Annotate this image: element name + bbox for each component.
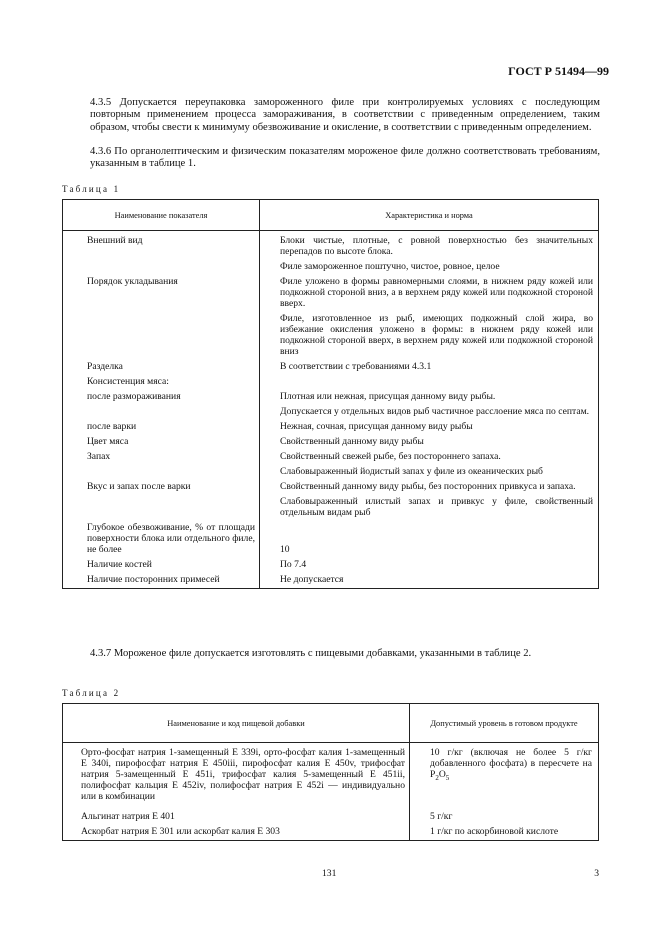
- additive-name: Альгинат натрия Е 401: [63, 805, 410, 825]
- indicator-value: Свойственный свежей рыбе, без постороннего запаха.: [260, 450, 599, 465]
- table-row: [63, 260, 599, 275]
- table-row: [63, 558, 599, 573]
- table-header-row: [63, 704, 599, 743]
- indicator-name: [63, 465, 260, 480]
- indicator-value: Допускается у отдельных видов рыб частичное расслоение мяса по септам.: [260, 405, 599, 420]
- indicator-value: Слабовыраженный илистый запах и привкус у филе, свойственный отдельным видам рыб: [260, 495, 599, 521]
- table-row: [63, 275, 599, 312]
- additive-limit: 1 г/кг по аскорбиновой кислоте: [410, 825, 599, 841]
- indicator-name: Вкус и запах после варки: [63, 480, 260, 495]
- indicator-value: В соответствии с требованиями 4.3.1: [260, 360, 599, 375]
- table-header-row: [63, 200, 599, 231]
- table-1: [62, 199, 599, 589]
- table-row: [63, 360, 599, 375]
- indicator-name: [63, 260, 260, 275]
- indicator-name: Запах: [63, 450, 260, 465]
- indicator-value: Свойственный данному виду рыбы: [260, 435, 599, 450]
- indicator-value: Филе замороженное поштучно, чистое, ровное, целое: [260, 260, 599, 275]
- table-2: [62, 703, 599, 841]
- indicator-value: Плотная или нежная, присущая данному виду рыбы.: [260, 390, 599, 405]
- indicator-value: Блоки чистые, плотные, с ровной поверхностью без значительных перепадов по высоте блока.: [260, 231, 599, 261]
- table2-caption: Таблица 2: [62, 688, 121, 698]
- paragraph-4-3-7: [62, 648, 600, 660]
- table-row: [63, 405, 599, 420]
- indicator-name: [63, 312, 260, 360]
- indicator-name: Наличие посторонних примесей: [63, 573, 260, 589]
- indicator-value: Слабовыраженный йодистый запах у филе из океанических рыб: [260, 465, 599, 480]
- paragraph-4-3-6: [62, 146, 600, 171]
- indicator-value: 10: [260, 521, 599, 558]
- table-row: [63, 231, 599, 261]
- table-row: [63, 435, 599, 450]
- indicator-name: [63, 405, 260, 420]
- indicator-value: Свойственный данному виду рыбы, без посторонних привкуса и запаха.: [260, 480, 599, 495]
- table-row: [63, 390, 599, 405]
- additive-name: Орто-фосфат натрия 1-замещенный Е 339i, орто-фосфат калия 1-замещенный Е 340i, пирофосфат натрия Е 450iii, пирофосфат калия Е 450v, трифосфат натрия 5-замещенный Е 451i, трифосфат калия 5-замещенный Е 451ii, полифосфат кальция Е 452iv, полифосфат натрия Е 452i — индивидуально или в комбинации: [63, 743, 410, 806]
- table-row: [63, 495, 599, 521]
- additive-limit: 5 г/кг: [410, 805, 599, 825]
- table-row: [63, 480, 599, 495]
- indicator-name: Глубокое обезвоживание, % от площади поверхности блока или отдельного филе, не более: [63, 521, 260, 558]
- indicator-value: [260, 375, 599, 390]
- indicator-value: По 7.4: [260, 558, 599, 573]
- additive-limit: 10 г/кг (включая не более 5 г/кг добавленного фосфата) в пересчете на $P_2O_5$: [410, 743, 599, 806]
- indicator-name: Цвет мяса: [63, 435, 260, 450]
- indicator-name: Разделка: [63, 360, 260, 375]
- table1-caption: Таблица 1: [62, 184, 121, 194]
- column-header: Допустимый уровень в готовом продукте: [410, 704, 599, 743]
- indicator-name: Порядок укладывания: [63, 275, 260, 312]
- table-row: [63, 312, 599, 360]
- table-row: [63, 420, 599, 435]
- sheet-number: 3: [594, 868, 599, 879]
- indicator-value: Не допускается: [260, 573, 599, 589]
- indicator-value: Нежная, сочная, присущая данному виду рыбы: [260, 420, 599, 435]
- indicator-name: Наличие костей: [63, 558, 260, 573]
- paragraph-text: 4.3.5 Допускается переупаковка замороженного филе при контролируемых условиях с последующим повторным применением процесса замораживания, в соответствии с приведенным определением, таким образом, чтобы свести к минимуму обезвоживание и окисление, в соответствии с приведенным определением.: [90, 97, 600, 133]
- table-row: [63, 805, 599, 825]
- additive-name: Аскорбат натрия Е 301 или аскорбат калия Е 303: [63, 825, 410, 841]
- table-row: [63, 573, 599, 589]
- table-row: [63, 521, 599, 558]
- page-number: 131: [322, 868, 337, 879]
- indicator-name: [63, 495, 260, 521]
- column-header: Наименование показателя: [63, 200, 260, 231]
- paragraph-text: 4.3.6 По органолептическим и физическим показателям мороженое филе должно соответствовать требованиям, указанным в таблице 1.: [90, 146, 600, 170]
- indicator-name: Внешний вид: [63, 231, 260, 261]
- indicator-value: Филе уложено в формы равномерными слоями, в нижнем ряду кожей или подкожной стороной вниз, а в верхнем ряду кожей или подкожной стороной вверх.: [260, 275, 599, 312]
- column-header: Наименование и код пищевой добавки: [63, 704, 410, 743]
- column-header: Характеристика и норма: [260, 200, 599, 231]
- indicator-value: Филе, изготовленное из рыб, имеющих подкожный слой жира, во избежание окисления уложено в формы: в нижнем ряду кожей или подкожной стороной вверх, в верхнем ряду кожей или подкожной стороной вниз: [260, 312, 599, 360]
- table-row: [63, 743, 599, 806]
- indicator-name: после варки: [63, 420, 260, 435]
- table-row: [63, 450, 599, 465]
- table-row: [63, 465, 599, 480]
- paragraph-4-3-5: [62, 97, 600, 134]
- indicator-name: Консистенция мяса:: [63, 375, 260, 390]
- table-row: [63, 825, 599, 841]
- indicator-name: после размораживания: [63, 390, 260, 405]
- paragraph-text: 4.3.7 Мороженое филе допускается изготовлять с пищевыми добавками, указанными в таблице 2.: [90, 648, 532, 659]
- table-row: [63, 375, 599, 390]
- document-header: ГОСТ Р 51494—99: [508, 64, 609, 78]
